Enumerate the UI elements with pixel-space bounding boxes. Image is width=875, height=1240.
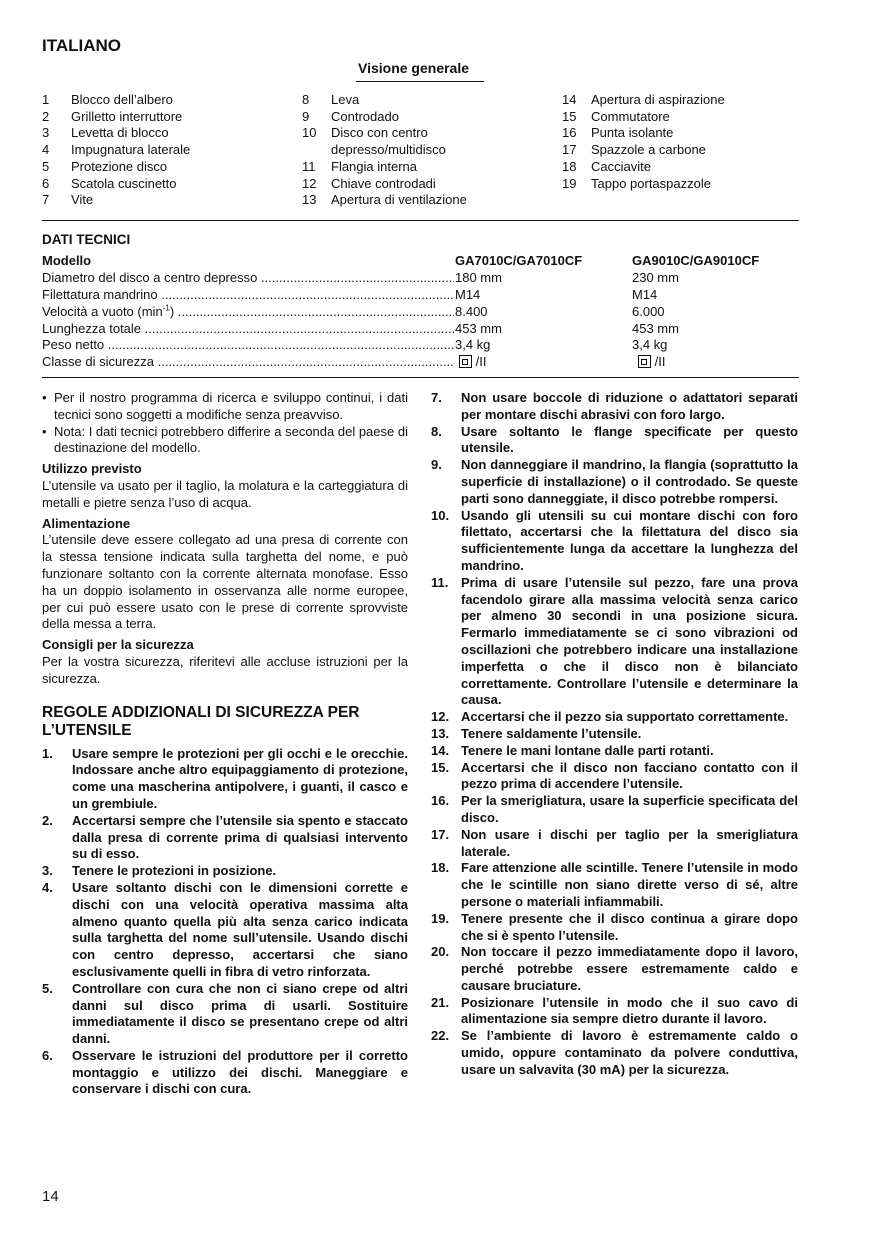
- rule-text: Tenere le protezioni in posizione.: [72, 863, 277, 879]
- page-number: 14: [42, 1188, 59, 1205]
- spec-value-2: 6.000: [632, 303, 665, 319]
- double-insulation-icon: [638, 355, 651, 368]
- spec-label: Lunghezza totale .....: [42, 321, 454, 338]
- rule-item: [431, 827, 798, 861]
- rule-item: [42, 880, 408, 981]
- rule-text: Usare soltanto dischi con le dimensioni corrette e dischi con una velocità operativa massima alta almeno quanto quella più alta senza carico indicata sulla targhetta del nome sull’utensile. Usando dischi con centro depresso, accertarsi che siano esclusivamente quelli in fibra di vetro rinforzata.: [72, 879, 408, 979]
- part-label: Apertura di aspirazione: [591, 92, 725, 107]
- specs-header-row: [42, 253, 802, 270]
- part-label: Leva: [331, 92, 360, 107]
- part-label: Levetta di blocco: [71, 125, 169, 141]
- spec-value-1: M14: [455, 286, 481, 302]
- spec-value-1: 8.400: [455, 303, 488, 319]
- left-column: [42, 390, 408, 1098]
- rule-text: Non usare i dischi per taglio per la smerigliatura laterale.: [461, 826, 798, 859]
- rule-number: 5.: [42, 980, 53, 996]
- specs-row: [42, 337, 802, 354]
- specs-model-2: GA9010C/GA9010CF: [632, 253, 760, 268]
- rule-number: 11.: [431, 574, 449, 590]
- rule-item: [431, 457, 798, 507]
- rule-number: 6.: [42, 1047, 53, 1063]
- rule-number: 14.: [431, 742, 450, 758]
- rule-item: [431, 743, 798, 760]
- rule-text: Non danneggiare il mandrino, la flangia (soprattutto la superficie di installazione) o il controdado. Se queste parti sono danneggiate, il disco potrebbe rompersi.: [461, 457, 798, 506]
- part-item: [42, 192, 292, 209]
- part-item: [562, 142, 802, 159]
- part-item: [302, 109, 544, 126]
- part-number: 13: [302, 192, 317, 208]
- spec-label: Diametro del disco a centro depresso .....: [42, 270, 454, 287]
- part-number: 8: [302, 92, 310, 107]
- part-number: 9: [302, 108, 310, 124]
- rule-number: 20.: [431, 944, 450, 960]
- rule-text: Usando gli utensili su cui montare dischi con foro filettato, accertarsi che la filettatura del disco sia sufficientemente lunga da accettare la lunghezza del mandrino.: [461, 507, 798, 573]
- spec-value-2: [632, 354, 665, 371]
- part-label: Chiave controdadi: [331, 175, 436, 191]
- part-number: 16: [562, 125, 577, 141]
- spec-label-superscript: -1: [162, 303, 170, 313]
- rule-item: [431, 1028, 798, 1078]
- rule-item: [42, 746, 408, 813]
- spec-label: Filettatura mandrino .....: [42, 287, 454, 304]
- part-label: Blocco dell’albero: [71, 92, 173, 107]
- rule-number: 17.: [431, 826, 450, 842]
- rule-number: 18.: [431, 860, 450, 876]
- rule-text: Osservare le istruzioni del produttore per il corretto montaggio e utilizzo dei dischi. Maneggiare e conservare i dischi con cura.: [72, 1047, 408, 1097]
- part-item: [562, 176, 802, 193]
- rule-number: 4.: [42, 879, 53, 895]
- part-item: [42, 92, 292, 109]
- language-heading: ITALIANO: [42, 36, 122, 55]
- rule-number: 2.: [42, 812, 53, 828]
- part-number: 4: [42, 142, 50, 158]
- part-number: 14: [562, 92, 577, 107]
- rule-text: Tenere le mani lontane dalle parti rotanti.: [461, 742, 714, 758]
- rule-text: Posizionare l’utensile in modo che il suo cavo di alimentazione sia sempre dietro durante il lavoro.: [461, 994, 798, 1027]
- part-item: [562, 92, 802, 109]
- part-label: Impugnatura laterale: [71, 142, 191, 158]
- part-item: [562, 159, 802, 176]
- rule-item: [431, 995, 798, 1029]
- note-bullet: • Nota: I dati tecnici potrebbero differire a seconda del paese di destinazione del modello.: [42, 424, 408, 458]
- part-label: Tappo portaspazzole: [591, 175, 711, 191]
- rule-number: 21.: [431, 994, 450, 1010]
- part-item: [302, 159, 544, 176]
- rule-number: 8.: [431, 423, 442, 439]
- rule-item: [42, 981, 408, 1048]
- part-number: 17: [562, 142, 577, 158]
- parts-column-3: [562, 92, 802, 192]
- part-number: 15: [562, 108, 577, 124]
- spec-label: Peso netto .....: [42, 337, 454, 354]
- spec-value-1: 453 mm: [455, 320, 502, 336]
- rule-text: Per la smerigliatura, usare la superficie specificata del disco.: [461, 793, 798, 825]
- double-insulation-icon: [459, 355, 472, 368]
- part-number: 6: [42, 175, 50, 191]
- rule-text: Usare sempre le protezioni per gli occhi e le orecchie. Indossare anche altro equipaggiamento di protezione, come una mascherina antipolvere, i guanti, il casco e un grembiule.: [72, 745, 408, 811]
- specs-row: [42, 354, 802, 371]
- part-item: [302, 192, 544, 209]
- spec-label-end: ): [169, 303, 175, 319]
- rule-text: Controllare con cura che non ci siano crepe od altri danni sul disco prima di usarli. Sostituire immediatamente il disco se presentano crepe od altri danni.: [72, 980, 408, 1047]
- part-number: 10: [302, 125, 317, 141]
- part-label: Controdado: [331, 108, 399, 124]
- rule-item: [431, 911, 798, 945]
- specs-row: [42, 321, 802, 338]
- rule-number: 7.: [431, 390, 442, 405]
- specs-model-1: GA7010C/GA7010CF: [455, 253, 583, 268]
- part-label: Punta isolante: [591, 125, 674, 141]
- spec-value-2: 230 mm: [632, 269, 679, 285]
- rules-title: REGOLE ADDIZIONALI DI SICUREZZA PER L’UTENSILE: [42, 703, 360, 740]
- rule-text: Prima di usare l’utensile sul pezzo, fare una prova facendolo girare alla massima velocità senza carico per almeno 30 secondi in una posizione sicura. Fermarlo immediatamente se ci sono vibrazioni od oscillazioni che potrebbero indicare una installazione imperfetta o che il disco non è bilanciato correttamente. Controllare l’utensile e determinare la causa.: [461, 574, 798, 708]
- part-label: Apertura di ventilazione: [331, 192, 467, 208]
- spec-value-1: [454, 354, 486, 371]
- part-label: Grilletto interruttore: [71, 108, 183, 124]
- part-item: [302, 92, 544, 109]
- spec-label: [42, 304, 454, 321]
- spec-class-text: /II: [654, 354, 666, 370]
- spec-value-2: M14: [632, 286, 658, 302]
- part-label: Flangia interna: [331, 158, 417, 174]
- part-item: [42, 176, 292, 193]
- part-item: [302, 125, 536, 158]
- spec-value-1: 180 mm: [455, 269, 502, 285]
- rule-text: Accertarsi che il pezzo sia supportato correttamente.: [461, 709, 789, 725]
- rule-number: 12.: [431, 709, 450, 725]
- rule-item: [431, 760, 798, 794]
- rule-item: [431, 860, 798, 910]
- specs-table: [42, 253, 802, 371]
- part-number: 7: [42, 192, 50, 208]
- rule-item: [431, 390, 798, 424]
- part-number: 1: [42, 92, 50, 107]
- rule-number: 15.: [431, 759, 450, 775]
- rule-item: [431, 793, 798, 827]
- part-label: Scatola cuscinetto: [71, 175, 177, 191]
- part-number: 5: [42, 158, 50, 174]
- part-item: [42, 125, 292, 142]
- specs-row: [42, 287, 802, 304]
- section-divider: [42, 220, 799, 221]
- rule-item: [42, 1048, 408, 1098]
- part-number: 2: [42, 108, 50, 124]
- part-number: 19: [562, 175, 577, 191]
- part-item: [42, 109, 292, 126]
- rule-item: [431, 508, 798, 575]
- intended-use-text: L’utensile va usato per il taglio, la molatura e la carteggiatura di metalli e pietre senza l’uso di acqua.: [42, 477, 408, 510]
- part-label: Spazzole a carbone: [591, 142, 706, 158]
- rule-item: [42, 863, 408, 880]
- rule-number: 22.: [431, 1028, 450, 1044]
- part-item: [42, 142, 292, 159]
- safety-tips-title: Consigli per la sicurezza: [42, 637, 194, 653]
- spec-label-text: Velocità a vuoto (min: [42, 303, 163, 319]
- rule-number: 10.: [431, 507, 450, 523]
- specs-row: [42, 304, 802, 321]
- rule-number: 3.: [42, 863, 53, 879]
- rule-text: Accertarsi che il disco non facciano contatto con il pezzo prima di accendere l’utensile.: [461, 759, 798, 792]
- part-label: Disco con centro depresso/multidisco: [331, 125, 446, 158]
- spec-class-text: /II: [475, 354, 487, 370]
- rule-number: 16.: [431, 793, 450, 809]
- rule-text: Non usare boccole di riduzione o adattatori separati per montare dischi abrasivi con foro largo.: [461, 390, 798, 422]
- part-item: [302, 176, 544, 193]
- note-bullet: • Per il nostro programma di ricerca e sviluppo continui, i dati tecnici sono soggetti a modifiche senza preavviso.: [42, 390, 408, 424]
- rule-item: [431, 424, 798, 458]
- power-supply-text: L’utensile deve essere collegato ad una presa di corrente con la stessa tensione indicata sulla targhetta del nome, e può funzionare soltanto con la corrente alternata monofase. Esso ha un doppio isolamento in osservanza alle norme europee, per cui può essere usato con le prese di corrente sprovviste della messa a terra.: [42, 532, 408, 632]
- rule-text: Tenere saldamente l’utensile.: [461, 725, 642, 741]
- part-number: 18: [562, 158, 577, 174]
- rule-text: Tenere presente che il disco continua a girare dopo che si è spento l’utensile.: [461, 910, 798, 943]
- specs-title: DATI TECNICI: [42, 232, 131, 247]
- part-item: [562, 125, 802, 142]
- overview-underline: [356, 81, 484, 82]
- rule-number: 9.: [431, 457, 442, 473]
- spec-value-2: 3,4 kg: [632, 337, 668, 353]
- rule-item: [431, 726, 798, 743]
- parts-column-1: [42, 92, 292, 209]
- power-supply-title: Alimentazione: [42, 515, 131, 531]
- part-item: [562, 109, 802, 126]
- rule-item: [431, 944, 798, 994]
- part-number: 3: [42, 125, 50, 141]
- specs-model-label: Modello: [42, 253, 92, 268]
- part-label: Vite: [71, 192, 94, 208]
- spec-value-1: 3,4 kg: [455, 337, 491, 353]
- overview-title: Visione generale: [358, 60, 470, 76]
- rule-text: Accertarsi sempre che l’utensile sia spento e staccato dalla presa di corrente prima di qualsiasi intervento su di esso.: [72, 812, 408, 862]
- rule-number: 19.: [431, 910, 450, 926]
- part-label: Protezione disco: [71, 158, 168, 174]
- right-column: [431, 390, 798, 1079]
- rule-item: [431, 575, 798, 709]
- rule-item: [42, 813, 408, 863]
- rule-number: 13.: [431, 725, 450, 741]
- rule-text: Usare soltanto le flange specificate per questo utensile.: [461, 423, 798, 456]
- part-label: Commutatore: [591, 108, 670, 124]
- rule-text: Non toccare il pezzo immediatamente dopo il lavoro, perché potrebbe essere estremamente caldo e causare bruciature.: [461, 944, 798, 993]
- part-item: [42, 159, 292, 176]
- spec-value-2: 453 mm: [632, 320, 679, 336]
- rule-text: Fare attenzione alle scintille. Tenere l’utensile in modo che le scintille non siano dirette verso di sé, altre persone o materiali infiammabili.: [461, 860, 798, 909]
- part-number: 11: [302, 158, 316, 174]
- rule-item: [431, 709, 798, 726]
- rule-number: 1.: [42, 745, 53, 761]
- rule-text: Se l’ambiente di lavoro è estremamente caldo o umido, oppure contaminato da polvere conduttiva, usare un salvavita (30 mA) per la sicurezza.: [461, 1028, 798, 1077]
- section-divider: [42, 377, 799, 378]
- part-label: Cacciavite: [591, 158, 651, 174]
- specs-row: [42, 270, 802, 287]
- safety-tips-text: Per la vostra sicurezza, riferitevi alle accluse istruzioni per la sicurezza.: [42, 653, 408, 686]
- spec-label: Classe di sicurezza .....: [42, 354, 454, 371]
- parts-column-2: [302, 92, 544, 209]
- intended-use-title: Utilizzo previsto: [42, 461, 142, 477]
- part-number: 12: [302, 175, 317, 191]
